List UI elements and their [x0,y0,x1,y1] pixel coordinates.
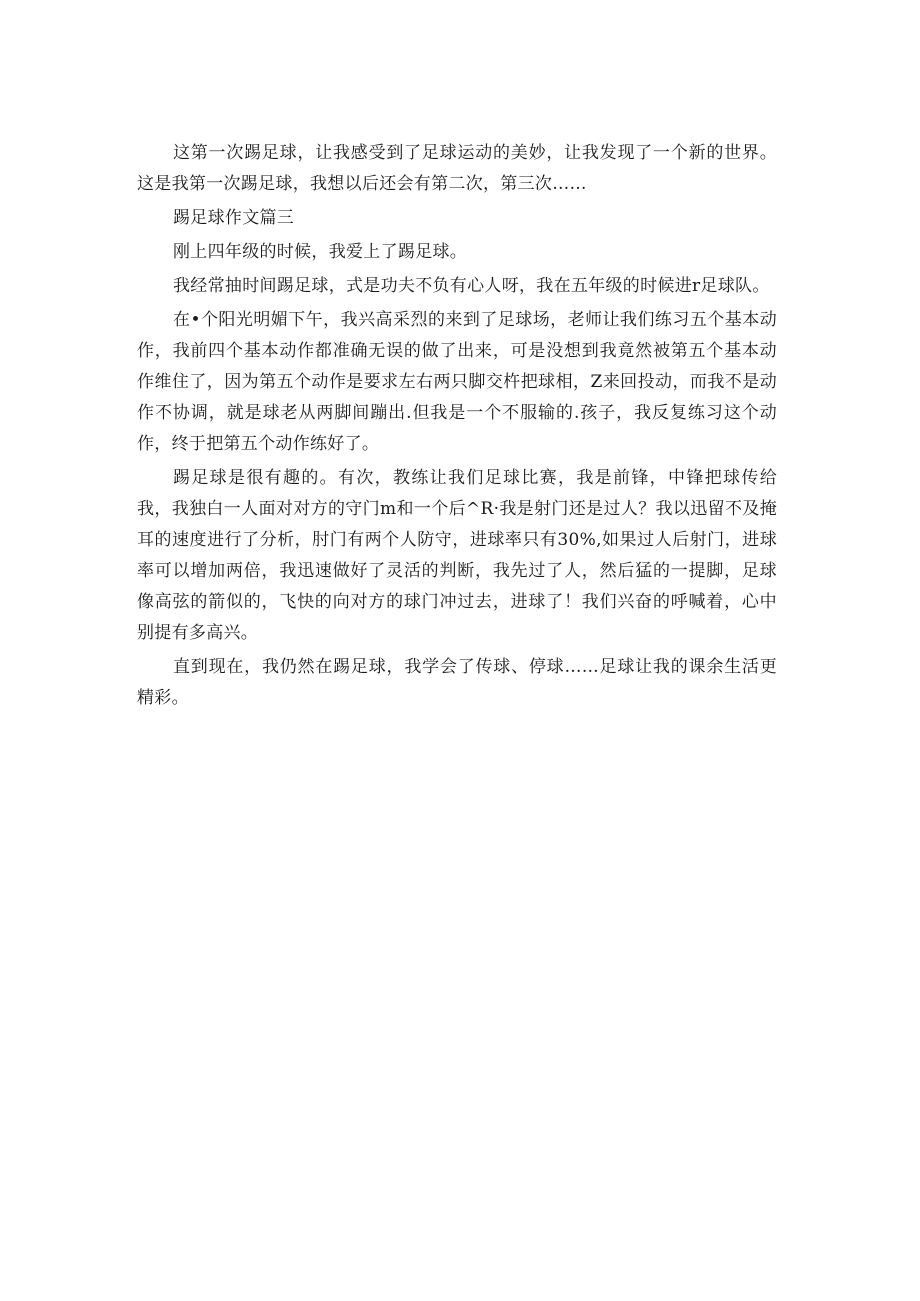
section-heading: 踢足球作文篇三 [173,208,295,228]
paragraph-joined-team: 我经常抽时间踢足球，式是功夫不负有心人呀，我在五年级的时候进r足球队。 [173,276,770,296]
paragraph-match-goal: 踢足球是很有趣的。有次，教练让我们足球比赛，我是前锋，中锋把球传给我，我独白一人面对对方的守门m和一个后^R·我是射门还是过人？我以迅留不及掩耳的速度进行了分析，肘门有两个人防守，进球率只有30%,如果过人后射门，进球率可以增加两倍，我迅速做好了灵活的判断，我先过了人，然后猛的一提脚，足球像高弦的箭似的，飞快的向对方的球门冲过去，进球了！我们兴奋的呼喊着，心中别提有多高兴。 [137,468,777,643]
paragraph-conclusion: 直到现在，我仍然在踢足球，我学会了传球、停球……足球让我的课余生活更精彩。 [137,657,777,708]
paragraph-practice-moves: 在•个阳光明媚下午，我兴高采烈的来到了足球场，老师让我们练习五个基本动作，我前四个基本动作都准确无误的做了出来，可是没想到我竟然被第五个基本动作维住了，因为第五个动作是要求左右两只脚交杵把球相，Z来回投动，而我不是动作不协调，就是球老从两脚间蹦出.但我是一个不服输的.孩子，我反复练习这个动作，终于把第五个动作练好了。 [137,310,777,454]
paragraph-first-time-football: 这第一次踢足球，让我感受到了足球运动的美妙，让我发现了一个新的世界。这是我第一次踢足球，我想以后还会有第二次，第三次…… [137,143,777,194]
document-body [137,138,777,717]
paragraph-fourth-grade: 刚上四年级的时候，我爱上了踢足球。 [173,242,468,262]
